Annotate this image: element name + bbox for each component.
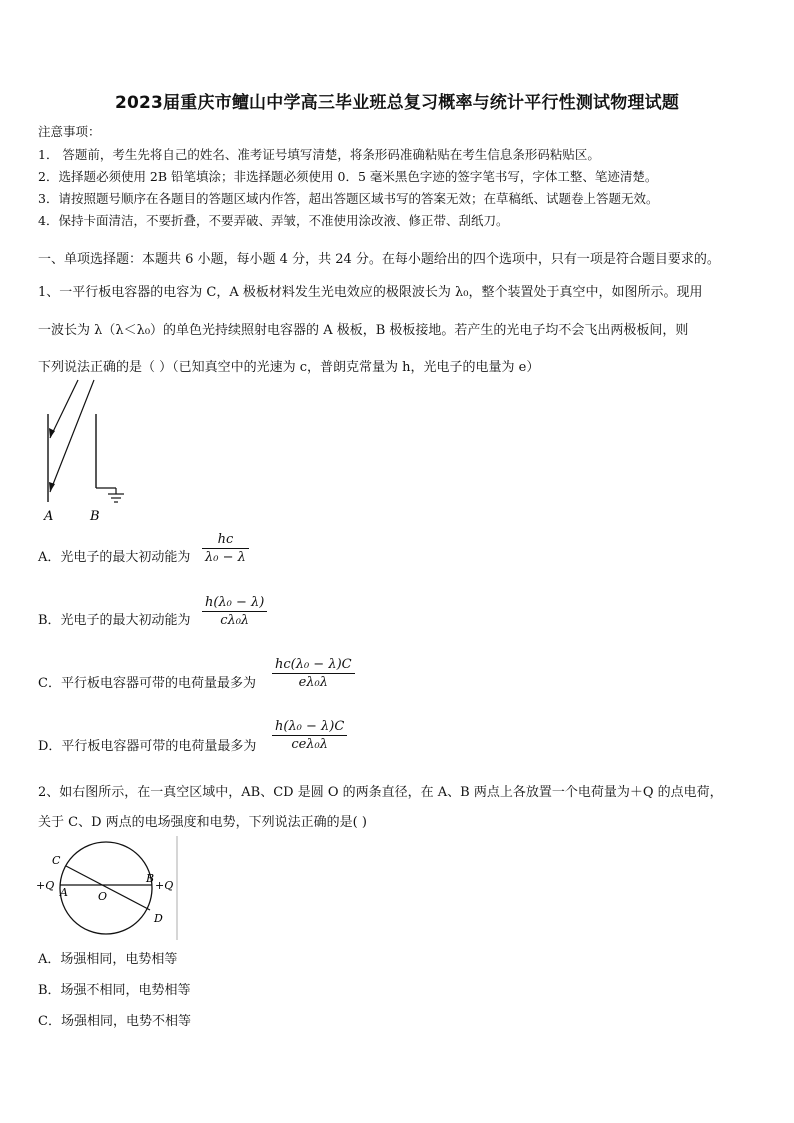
- fraction-denominator: cλ₀λ: [220, 613, 250, 628]
- section-heading: 一、单项选择题：本题共 6 小题，每小题 4 分，共 24 分。在每小题给出的四个选项中，只有一项是符合题目要求的。: [38, 252, 720, 267]
- charge-right-label: +Q: [155, 879, 174, 892]
- charge-left-label: +Q: [36, 879, 55, 892]
- option-c-fraction: [272, 657, 355, 690]
- fraction-numerator: h(λ₀ − λ)C: [275, 719, 345, 734]
- point-a-label: A: [60, 886, 68, 899]
- option-a: A．光电子的最大初动能为: [38, 550, 191, 565]
- capacitor-figure: [36, 378, 136, 526]
- notice-item: 2．选择题必须使用 2B 铅笔填涂；非选择题必须使用 0．5 毫米黑色字迹的签字笔书写，字体工整、笔迹清楚。: [38, 169, 658, 184]
- fraction-denominator: eλ₀λ: [298, 675, 328, 690]
- question-1-line: 1、一平行板电容器的电容为 C，A 极板材料发生光电效应的极限波长为 λ₀，整个装置处于真空中，如图所示。现用: [38, 285, 703, 300]
- option-c: C．平行板电容器可带的电荷量最多为: [38, 676, 256, 691]
- option-d-fraction: [272, 719, 347, 752]
- circle-figure: [34, 836, 184, 940]
- option-b-fraction: [202, 595, 267, 628]
- question-2-line: 2、如右图所示，在一真空区域中，AB、CD 是圆 O 的两条直径，在 A、B 两点上各放置一个电荷量为＋Q 的点电荷，: [38, 785, 723, 800]
- fraction-numerator: hc(λ₀ − λ)C: [275, 657, 352, 672]
- question-1-line: 下列说法正确的是（ ）（已知真空中的光速为 c，普朗克常量为 h，光电子的电量为 e）: [38, 360, 540, 375]
- plate-a-label: A: [44, 509, 54, 524]
- fraction-numerator: h(λ₀ − λ): [205, 595, 265, 610]
- option-d: D．平行板电容器可带的电荷量最多为: [38, 739, 257, 754]
- fraction-denominator: ceλ₀λ: [291, 737, 328, 752]
- option-a-fraction: [202, 532, 249, 565]
- center-o-label: O: [98, 890, 108, 903]
- notice-item: 4．保持卡面清洁，不要折叠，不要弄破、弄皱，不准使用涂改液、修正带、刮纸刀。: [38, 213, 509, 228]
- plate-b-label: B: [90, 509, 100, 524]
- option-b: B．光电子的最大初动能为: [38, 613, 191, 628]
- notice-heading: 注意事项：: [38, 124, 101, 139]
- option-a: A．场强相同，电势相等: [38, 952, 178, 967]
- notice-item: 1． 答题前，考生先将自己的姓名、准考证号填写清楚，将条形码准确粘贴在考生信息条形码粘贴区。: [38, 147, 600, 162]
- fraction-numerator: hc: [217, 532, 234, 547]
- notice-item: 3．请按照题号顺序在各题目的答题区域内作答，超出答题区域书写的答案无效；在草稿纸、试题卷上答题无效。: [38, 191, 659, 206]
- question-1-line: 一波长为 λ（λ＜λ₀）的单色光持续照射电容器的 A 极板，B 极板接地。若产生的光电子均不会飞出两极板间，则: [38, 323, 689, 338]
- question-2-line: 关于 C、D 两点的电场强度和电势，下列说法正确的是( ): [38, 815, 367, 830]
- page-title: 2023届重庆市鳣山中学高三毕业班总复习概率与统计平行性测试物理试题: [114, 93, 680, 113]
- point-c-label: C: [52, 854, 61, 867]
- option-b: B．场强不相同，电势相等: [38, 983, 191, 998]
- fraction-denominator: λ₀ − λ: [205, 550, 246, 565]
- point-d-label: D: [154, 912, 163, 925]
- point-b-label: B: [146, 872, 155, 885]
- option-c: C．场强相同，电势不相等: [38, 1014, 191, 1029]
